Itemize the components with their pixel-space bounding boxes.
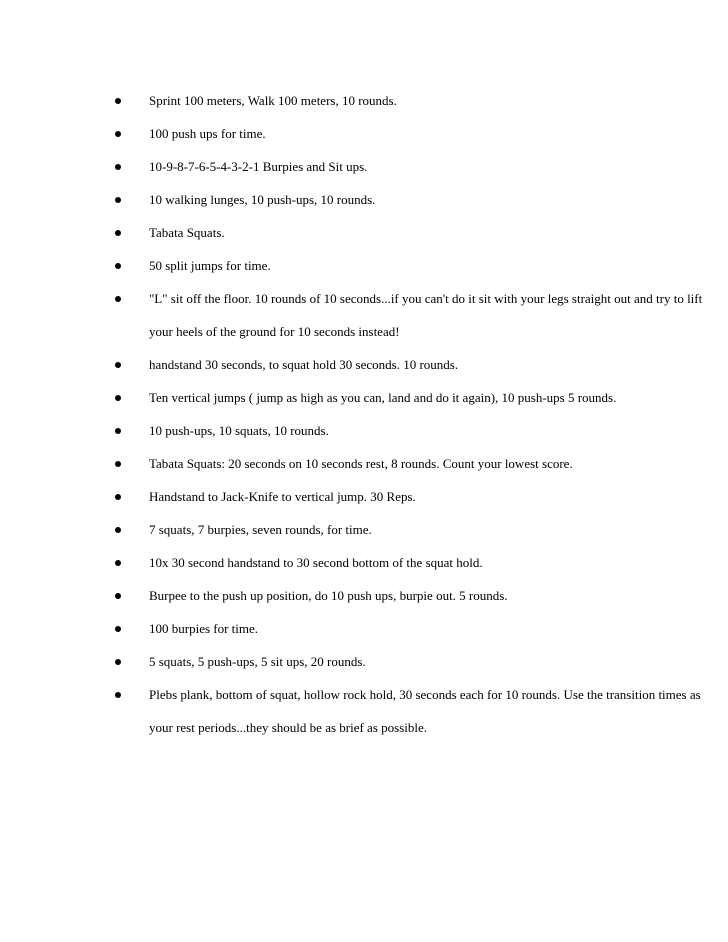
bullet-icon [115, 626, 121, 632]
bullet-icon [115, 461, 121, 467]
list-item-text: Tabata Squats. [149, 225, 225, 240]
list-item [115, 348, 705, 381]
list-item-text: 100 burpies for time. [149, 621, 259, 636]
list-item-text: Plebs plank, bottom of squat, hollow rock hold, 30 seconds each for 10 rounds. Use the transition times as your rest periods...they should be as brief as possible. [149, 687, 701, 735]
bullet-icon [115, 362, 121, 368]
list-item-text: Burpee to the push up position, do 10 push ups, burpie out. 5 rounds. [149, 588, 508, 603]
list-item [115, 447, 705, 480]
list-item [115, 282, 705, 348]
list-item [115, 480, 705, 513]
list-item [115, 249, 705, 282]
list-item [115, 579, 705, 612]
list-item-text: 10-9-8-7-6-5-4-3-2-1 Burpies and Sit ups. [149, 159, 368, 174]
bullet-icon [115, 230, 121, 236]
bullet-icon [115, 527, 121, 533]
bullet-icon [115, 692, 121, 698]
list-item-text: 10 push-ups, 10 squats, 10 rounds. [149, 423, 329, 438]
list-item-text: 5 squats, 5 push-ups, 5 sit ups, 20 rounds. [149, 654, 366, 669]
bullet-icon [115, 263, 121, 269]
list-item [115, 546, 705, 579]
list-item [115, 513, 705, 546]
list-item-text: 100 push ups for time. [149, 126, 266, 141]
bullet-icon [115, 197, 121, 203]
list-item [115, 183, 705, 216]
bullet-icon [115, 395, 121, 401]
list-item [115, 414, 705, 447]
list-item-text: Ten vertical jumps ( jump as high as you can, land and do it again), 10 push-ups 5 rounds. [149, 390, 617, 405]
workout-list [115, 84, 705, 744]
list-item [115, 381, 705, 414]
list-item [115, 612, 705, 645]
bullet-icon [115, 296, 121, 302]
bullet-icon [115, 560, 121, 566]
bullet-icon [115, 659, 121, 665]
bullet-icon [115, 428, 121, 434]
bullet-icon [115, 98, 121, 104]
list-item [115, 216, 705, 249]
list-item [115, 645, 705, 678]
list-item [115, 84, 705, 117]
list-item-text: 50 split jumps for time. [149, 258, 271, 273]
list-item [115, 678, 705, 744]
list-item-text: 10 walking lunges, 10 push-ups, 10 rounds. [149, 192, 376, 207]
list-item [115, 117, 705, 150]
bullet-icon [115, 593, 121, 599]
list-item-text: Handstand to Jack-Knife to vertical jump. 30 Reps. [149, 489, 416, 504]
bullet-icon [115, 131, 121, 137]
bullet-icon [115, 164, 121, 170]
list-item-text: 10x 30 second handstand to 30 second bottom of the squat hold. [149, 555, 483, 570]
list-item-text: Tabata Squats: 20 seconds on 10 seconds rest, 8 rounds. Count your lowest score. [149, 456, 573, 471]
list-item [115, 150, 705, 183]
bullet-icon [115, 494, 121, 500]
list-item-text: "L" sit off the floor. 10 rounds of 10 seconds...if you can't do it sit with your legs straight out and try to lift your heels of the ground for 10 seconds instead! [149, 291, 703, 339]
list-item-text: Sprint 100 meters, Walk 100 meters, 10 rounds. [149, 93, 397, 108]
list-item-text: handstand 30 seconds, to squat hold 30 seconds. 10 rounds. [149, 357, 459, 372]
list-item-text: 7 squats, 7 burpies, seven rounds, for time. [149, 522, 372, 537]
